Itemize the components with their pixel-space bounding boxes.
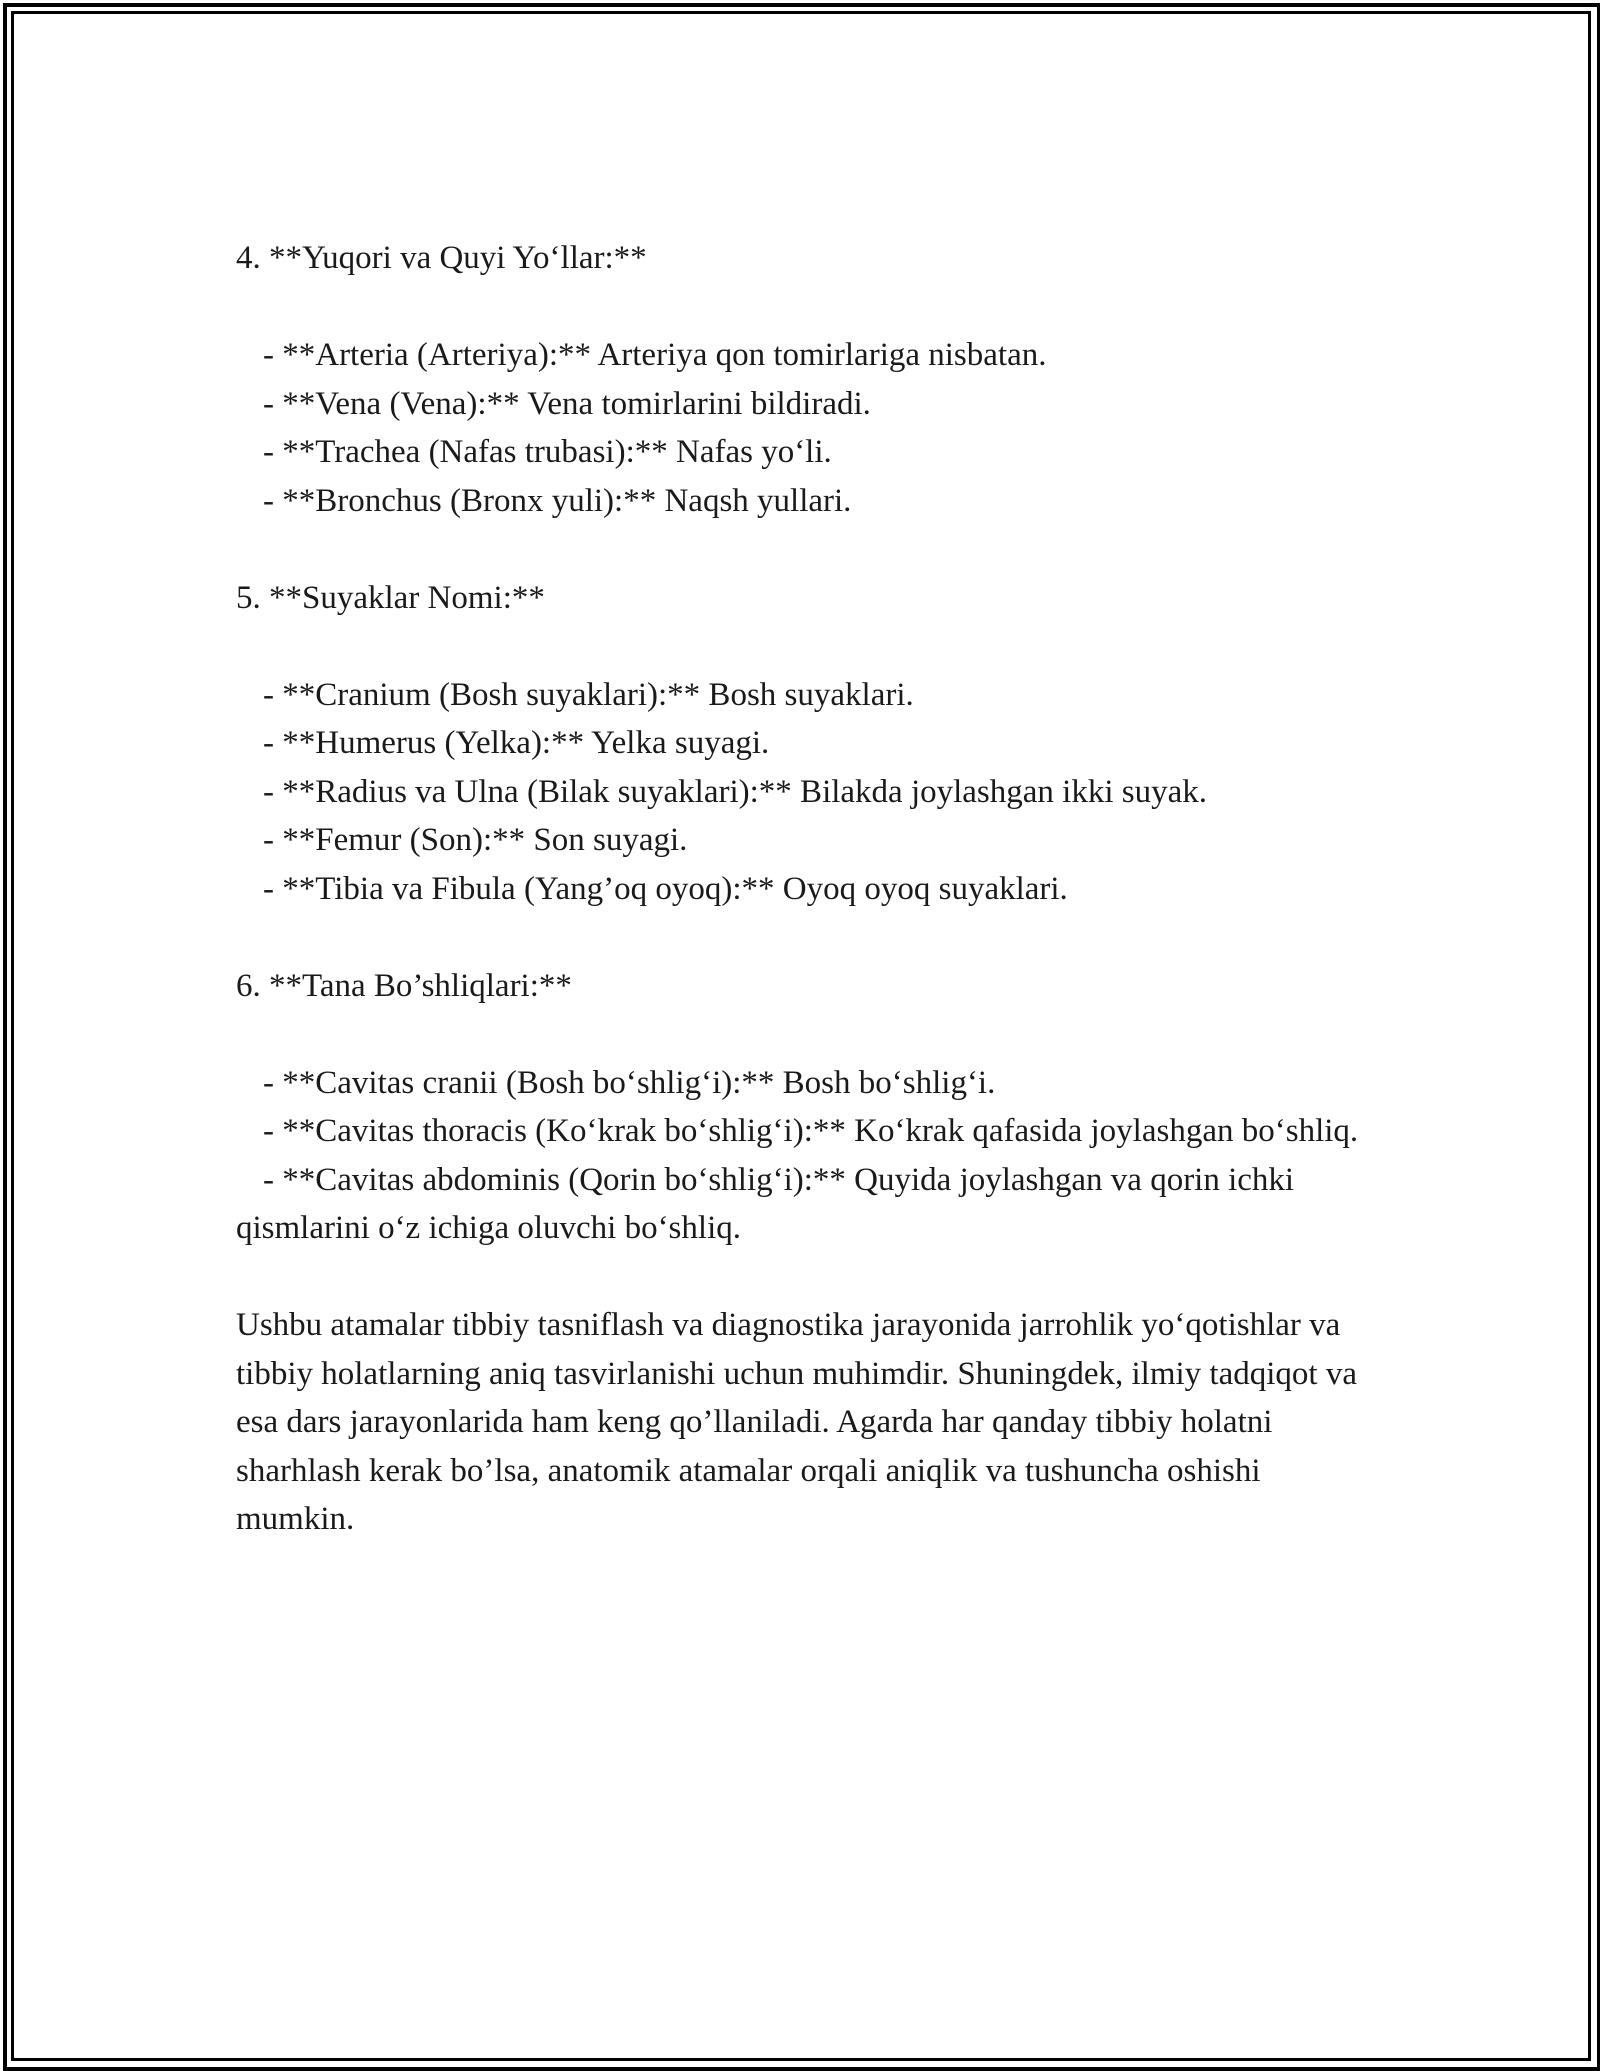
document-body xyxy=(236,234,1366,1544)
list-item: - **Tibia va Fibula (Yang’oq oyoq):** Oyoq oyoq suyaklari. xyxy=(263,870,1068,907)
list-item: - **Cranium (Bosh suyaklari):** Bosh suyaklari. xyxy=(263,676,914,713)
list-item: - **Cavitas abdominis (Qorin bo‘shlig‘i):** Quyida joylashgan va qorin ichki qismlarini o‘z ichiga oluvchi bo‘shliq. xyxy=(236,1161,1303,1246)
section-heading: 5. **Suyaklar Nomi:** xyxy=(236,579,545,616)
list-item: - **Cavitas thoracis (Ko‘krak bo‘shlig‘i):** Ko‘krak qafasida joylashgan bo‘shliq. xyxy=(263,1113,1359,1149)
section-heading: 6. **Tana Bo’shliqlari:** xyxy=(236,967,572,1004)
list-item: - **Bronchus (Bronx yuli):** Naqsh yullari. xyxy=(263,482,852,519)
list-item: - **Cavitas cranii (Bosh bo‘shlig‘i):** Bosh bo‘shlig‘i. xyxy=(263,1064,996,1101)
list-item: - **Vena (Vena):** Vena tomirlarini bildiradi. xyxy=(263,385,871,422)
list-item: - **Femur (Son):** Son suyagi. xyxy=(263,822,688,858)
conclusion-paragraph: Ushbu atamalar tibbiy tasniflash va diagnostika jarayonida jarrohlik yo‘qotishlar va tibbiy holatlarning aniq tasvirlanishi uchun muhimdir. Shuningdek, ilmiy tadqiqot va esa dars jarayonlarida ham keng qo’llaniladi. Agarda har qanday tibbiy holatni sharhlash kerak bo’lsa, anatomik atamalar orqali aniqlik va tushuncha oshishi mumkin. xyxy=(236,1307,1366,1537)
list-item: - **Radius va Ulna (Bilak suyaklari):** Bilakda joylashgan ikki suyak. xyxy=(263,773,1207,810)
section-heading: 4. **Yuqori va Quyi Yo‘llar:** xyxy=(236,240,647,276)
list-item: - **Trachea (Nafas trubasi):** Nafas yo‘li. xyxy=(263,434,832,470)
list-item: - **Humerus (Yelka):** Yelka suyagi. xyxy=(263,725,770,761)
list-item: - **Arteria (Arteriya):** Arteriya qon tomirlariga nisbatan. xyxy=(263,337,1047,373)
